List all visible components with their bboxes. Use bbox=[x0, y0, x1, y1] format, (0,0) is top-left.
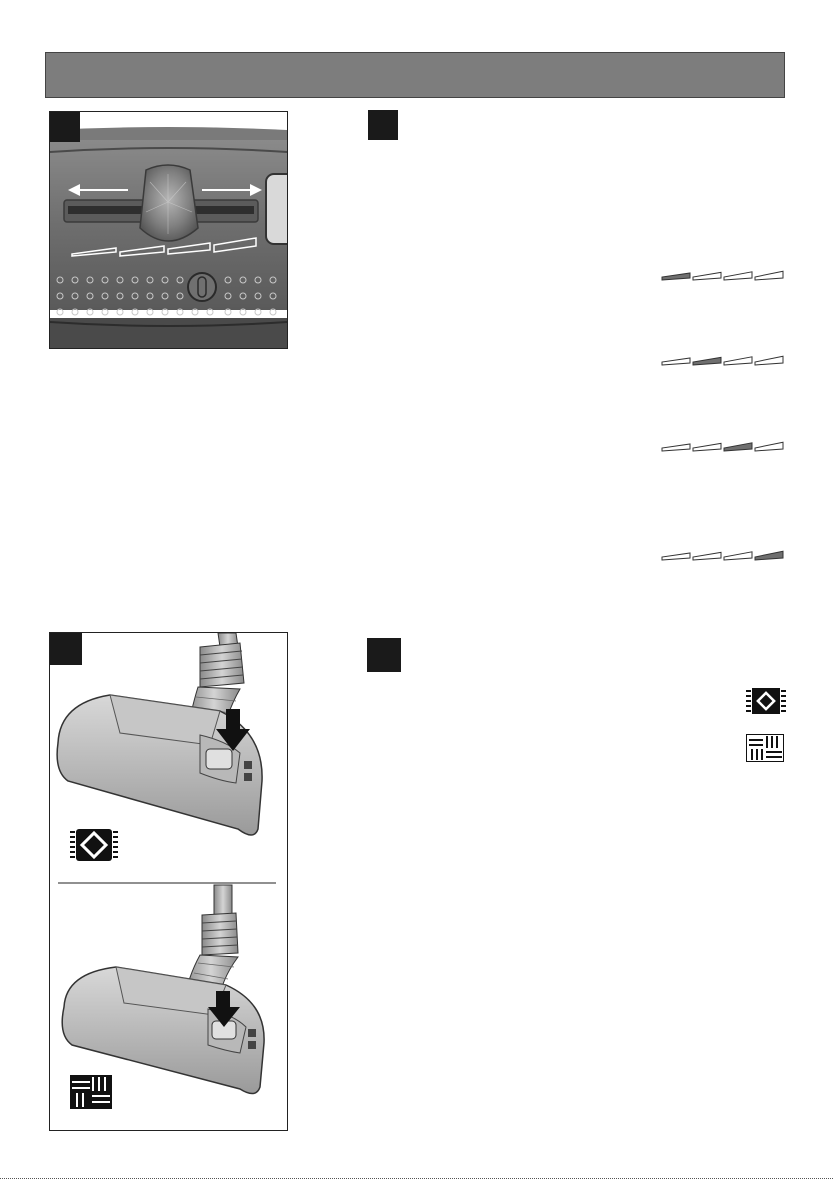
level-segment-active bbox=[662, 273, 690, 280]
hard-floor-icon bbox=[746, 734, 784, 762]
step-badge-floor-modes bbox=[367, 638, 401, 672]
slider-illustration bbox=[50, 112, 287, 348]
level-segment-active bbox=[693, 357, 721, 365]
level-segment bbox=[724, 272, 752, 280]
suction-level-row bbox=[662, 356, 783, 365]
level-segment bbox=[755, 442, 783, 451]
suction-level-row bbox=[662, 442, 783, 451]
level-segment bbox=[693, 552, 721, 560]
step-badge-slider bbox=[50, 112, 80, 142]
level-segment-active bbox=[755, 551, 783, 560]
level-segment bbox=[693, 443, 721, 451]
level-segment bbox=[662, 553, 690, 560]
slider-knob bbox=[140, 165, 198, 241]
section-header-bar bbox=[45, 52, 785, 98]
level-segment bbox=[755, 356, 783, 365]
slider-figure-panel bbox=[49, 111, 288, 349]
nozzle-figure-panel bbox=[49, 632, 288, 1131]
level-segment-active bbox=[724, 443, 752, 451]
step-badge-suction bbox=[368, 110, 398, 140]
nozzle-carpet-mode bbox=[57, 633, 262, 835]
screw-icon bbox=[188, 273, 216, 301]
carpet-icon bbox=[70, 829, 118, 861]
hard-floor-icon bbox=[70, 1075, 112, 1109]
page-bottom-rule bbox=[0, 1178, 833, 1179]
suction-level-row bbox=[662, 271, 783, 280]
level-segment bbox=[755, 271, 783, 280]
step-badge-nozzle bbox=[50, 633, 82, 665]
nozzle-illustration bbox=[50, 633, 287, 1130]
carpet-icon bbox=[746, 687, 786, 717]
level-segment bbox=[693, 272, 721, 280]
suction-level-indicators bbox=[656, 262, 786, 592]
level-segment bbox=[662, 444, 690, 451]
level-segment bbox=[724, 552, 752, 560]
level-segment bbox=[662, 358, 690, 365]
level-segment bbox=[724, 357, 752, 365]
nozzle-hardfloor-mode bbox=[62, 885, 264, 1094]
suction-level-row bbox=[662, 551, 783, 560]
